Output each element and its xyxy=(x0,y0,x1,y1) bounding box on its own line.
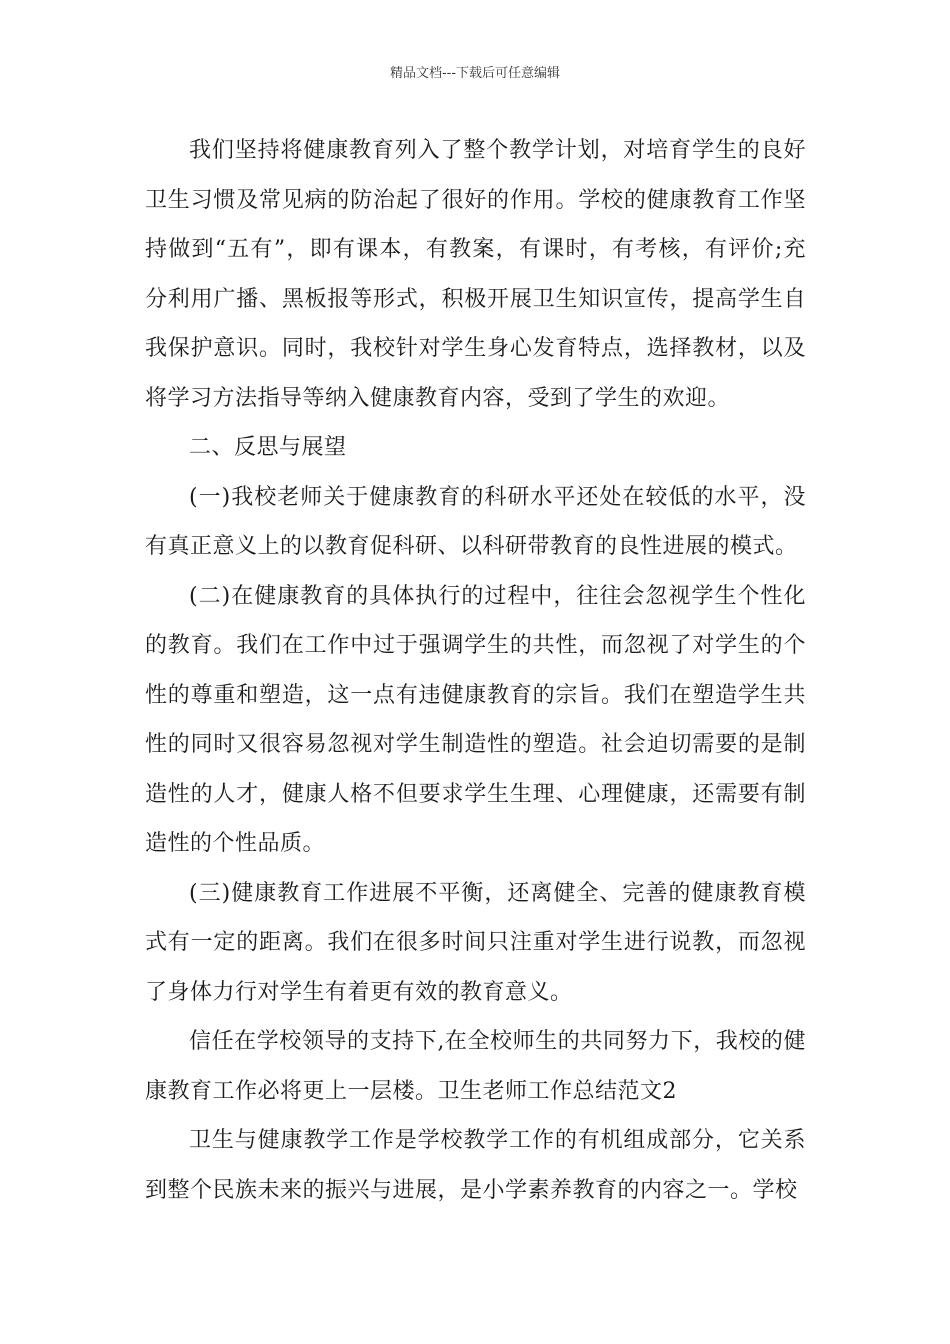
section-heading-reflection: 二、反思与展望 xyxy=(189,435,347,460)
paragraph-sample-two-intro: 卫生与健康教学工作是学校教学工作的有机组成部分，它关系到整个民族未来的振兴与进展，是小学素养教育的内容之一。学校 xyxy=(145,1128,806,1203)
page-header: 精品文档---下载后可任意编辑 xyxy=(389,66,561,81)
paragraph-point-two: (二)在健康教育的具体执行的过程中，往往会忽视学生个性化的教育。我们在工作中过于强调学生的共性，而忽视了对学生的个性的尊重和塑造，这一点有违健康教育的宗旨。我们在塑造学生共性的同时又很容易忽视对学生制造性的塑造。社会迫切需要的是制造性的人才，健康人格不但要求学生生理、心理健康，还需要有制造性的个性品质。 xyxy=(145,583,806,856)
paragraph-health-education-plan: 我们坚持将健康教育列入了整个教学计划，对培育学生的良好卫生习惯及常见病的防治起了很好的作用。学校的健康教育工作坚持做到“五有”，即有课本，有教案，有课时，有考核，有评价;充分利用广播、黑板报等形式，积极开展卫生知识宣传，提高学生自我保护意识。同时，我校针对学生身心发育特点，选择教材，以及将学习方法指导等纳入健康教育内容，受到了学生的欢迎。 xyxy=(145,138,806,411)
document-body xyxy=(145,126,806,1215)
paragraph-point-one: (一)我校老师关于健康教育的科研水平还处在较低的水平，没有真正意义上的以教育促科研、以科研带教育的良性进展的模式。 xyxy=(145,484,806,559)
paragraph-point-three: (三)健康教育工作进展不平衡，还离健全、完善的健康教育模式有一定的距离。我们在很多时间只注重对学生进行说教，而忽视了身体力行对学生有着更有效的教育意义。 xyxy=(145,880,806,1005)
paragraph-conclusion: 信任在学校领导的支持下,在全校师生的共同努力下，我校的健康教育工作必将更上一层楼。卫生老师工作总结范文2 xyxy=(145,1029,806,1104)
